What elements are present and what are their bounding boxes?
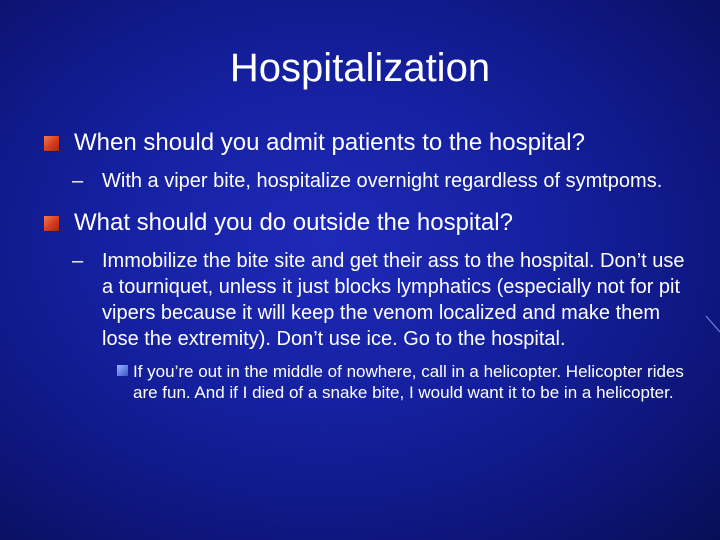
bullet-text: When should you admit patients to the hospital? — [74, 129, 585, 156]
sub-bullet-immobilize — [44, 248, 694, 352]
slide-title: Hospitalization — [229, 46, 491, 90]
dash-marker: – — [72, 170, 84, 192]
bullet-outside-question — [44, 208, 694, 238]
slide-body — [44, 128, 694, 403]
bullet-square-icon — [44, 136, 59, 151]
sub-sub-bullet-helicopter — [44, 361, 694, 403]
bullet-square-icon — [44, 216, 59, 231]
dash-marker: – — [72, 250, 84, 272]
sub-sub-bullet-text: If you’re out in the middle of nowhere, call in a helicopter. Helicopter rides are fun. And if I died of a snake bite, I would want it to be in a helicopter. — [133, 362, 684, 402]
bullet-square-icon — [117, 365, 128, 376]
sub-bullet-viper-overnight — [44, 168, 694, 194]
bullet-text: What should you do outside the hospital? — [74, 209, 513, 236]
sub-bullet-text: Immobilize the bite site and get their ass to the hospital. Don’t use a tourniquet, unless it just blocks lymphatics (especially not for pit vipers because it will keep the venom localized and make them lose the extremity). Don’t use ice. Go to the hospital. — [102, 250, 685, 350]
bullet-admit-question — [44, 128, 694, 158]
sub-bullet-text: With a viper bite, hospitalize overnight regardless of symtpoms. — [102, 170, 663, 192]
